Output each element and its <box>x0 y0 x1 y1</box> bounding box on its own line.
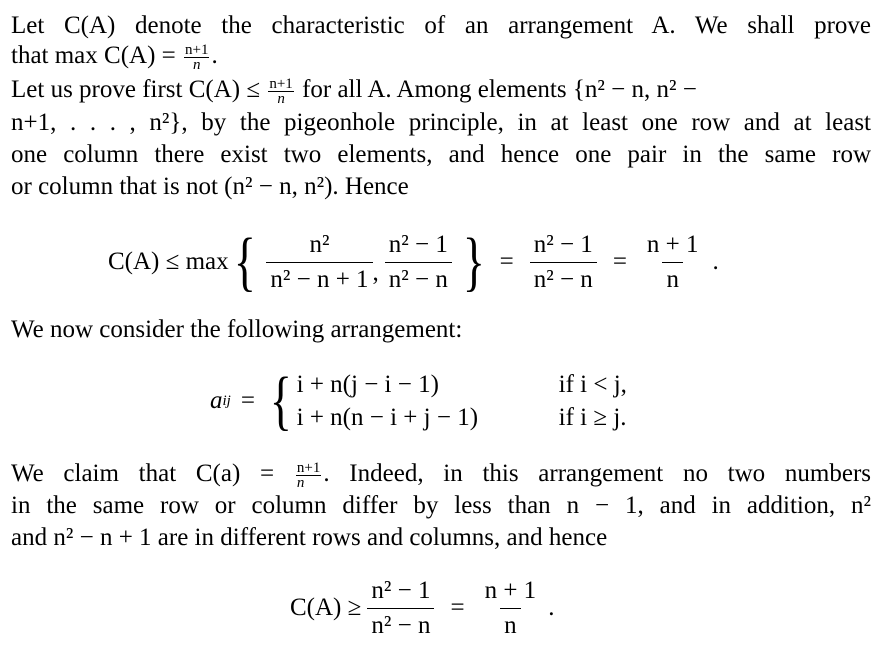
text-line-5-content: one column there exist two elements, and hence one pair in the same row <box>11 141 871 168</box>
text-line-9-content: in the same row or column differ by less than n − 1, and in addition, n² <box>11 492 871 519</box>
equation-3-fraction-2 <box>481 577 541 640</box>
inline-fraction-1-den: n <box>193 56 201 73</box>
text-line-1 <box>11 10 871 42</box>
equation-1-fraction-4-den: n <box>662 262 683 294</box>
inline-fraction-1-num: n+1 <box>185 41 209 58</box>
text-line-5 <box>11 139 871 171</box>
equation-1-fraction-1 <box>266 231 372 294</box>
equation-1-fraction-3-den: n² − n <box>530 262 597 294</box>
inline-fraction-3 <box>296 461 321 490</box>
equation-1-fraction-4-num: n + 1 <box>646 230 699 258</box>
equation-3-fraction-1-num: n² − 1 <box>371 576 431 604</box>
text-line-6 <box>11 171 871 203</box>
text-line-4 <box>11 107 871 139</box>
text-line-10 <box>11 522 871 554</box>
equation-1-fraction-2 <box>385 231 452 294</box>
equation-3-period: . <box>548 594 555 621</box>
case-1-condition: if i < j, <box>558 371 627 398</box>
equation-2-lhs: a <box>210 387 223 414</box>
text-line-6-content: or column that is not (n² − n, n²). Hence <box>11 173 409 200</box>
text-line-7-content: We now consider the following arrangement: <box>11 316 463 343</box>
equation-3-fraction-2-num: n + 1 <box>484 576 537 604</box>
text-line-3 <box>11 74 871 106</box>
case-row-2 <box>297 401 627 434</box>
text-line-8-pre: We claim that C(a) = <box>11 460 275 487</box>
inline-fraction-2-num: n+1 <box>269 75 293 92</box>
equation-3-lhs: C(A) ≥ <box>290 594 362 621</box>
equation-1 <box>108 222 719 302</box>
equation-3-fraction-1 <box>367 577 434 640</box>
equation-3-fraction-2-den: n <box>500 608 521 640</box>
case-2-condition: if i ≥ j. <box>558 404 627 431</box>
cases-brace-symbol: { <box>269 364 292 437</box>
text-line-2-post: . <box>211 42 218 69</box>
text-line-4-content: n+1, . . . , n²}, by the pigeonhole principle, in at least one row and at least <box>11 109 871 136</box>
text-line-2 <box>11 40 871 72</box>
text-line-3-post: for all A. Among elements {n² − n, n² − <box>302 76 697 103</box>
equation-2-equals: = <box>240 387 255 414</box>
equation-1-fraction-1-num: n² <box>309 230 330 258</box>
text-line-9 <box>11 490 871 522</box>
left-brace-symbol: { <box>233 225 256 298</box>
text-line-7 <box>11 314 871 346</box>
inline-fraction-1 <box>184 43 209 72</box>
equation-1-fraction-1-den: n² − n + 1 <box>266 262 372 294</box>
equation-1-fraction-4 <box>643 231 703 294</box>
equation-1-comma: , <box>372 259 379 286</box>
equation-3-fraction-1-den: n² − n <box>367 608 434 640</box>
case-1-expression: i + n(j − i − 1) <box>296 371 439 398</box>
equation-1-period: . <box>712 248 719 275</box>
cases-block <box>297 368 627 434</box>
case-row-1 <box>297 368 627 401</box>
inline-fraction-3-num: n+1 <box>296 459 321 476</box>
case-2-expression: i + n(n − i + j − 1) <box>296 404 479 431</box>
text-line-1-content: Let C(A) denote the characteristic of an arrangement A. We shall prove <box>11 12 871 39</box>
inline-fraction-3-den: n <box>296 474 305 491</box>
text-line-8 <box>11 458 871 490</box>
inline-fraction-2 <box>268 77 293 106</box>
equation-3-equals: = <box>450 594 465 621</box>
inline-fraction-2-den: n <box>277 90 285 107</box>
equation-1-lhs: C(A) ≤ max <box>108 248 229 275</box>
equation-2: a ij = { i + n(j − i − 1) if i < j, i + n(n − i + j − 1) if i ≥ j. <box>210 364 627 437</box>
text-line-2-pre: that max C(A) = <box>11 42 176 69</box>
equation-1-equals-2: = <box>612 248 627 275</box>
right-brace-symbol: } <box>462 225 485 298</box>
text-line-8-post: . Indeed, in this arrangement no two numbers <box>323 460 872 487</box>
equation-1-fraction-2-den: n² − n <box>385 262 452 294</box>
text-line-3-pre: Let us prove first C(A) ≤ <box>11 76 261 103</box>
text-line-10-content: and n² − n + 1 are in different rows and columns, and hence <box>11 524 608 551</box>
equation-1-fraction-3-num: n² − 1 <box>533 230 593 258</box>
equation-3 <box>290 572 554 644</box>
equation-1-equals-1: = <box>499 248 514 275</box>
equation-1-fraction-3 <box>530 231 597 294</box>
equation-1-fraction-2-num: n² − 1 <box>388 230 448 258</box>
